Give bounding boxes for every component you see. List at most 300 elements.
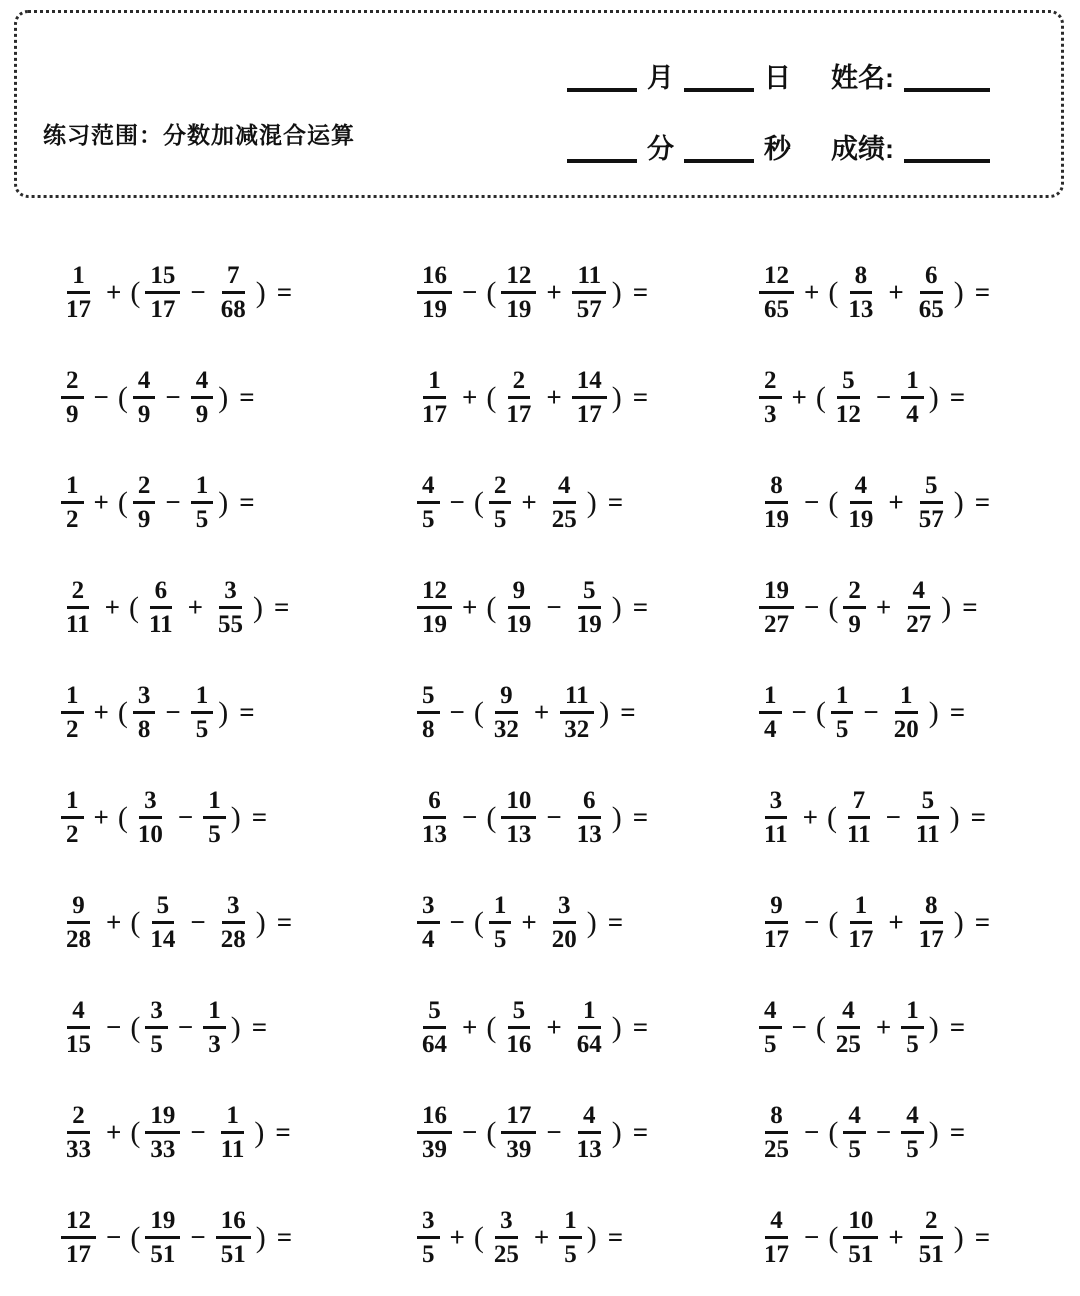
denominator: 4	[764, 716, 777, 743]
math-problem-4	[58, 367, 414, 429]
numerator: 6	[423, 787, 446, 820]
fraction-a	[61, 997, 96, 1059]
math-problem-28	[58, 1207, 414, 1269]
operator-1: −	[106, 1222, 122, 1252]
denominator: 9	[137, 401, 151, 428]
operator-2: −	[875, 1117, 892, 1147]
operator-2: −	[165, 697, 181, 727]
math-problem-3	[756, 262, 990, 324]
denominator: 5	[493, 926, 507, 953]
math-problem-5	[414, 367, 756, 429]
open-paren: (	[117, 380, 128, 414]
close-paren: )	[953, 485, 964, 519]
math-problem-26	[414, 1102, 756, 1164]
math-problem-23	[414, 997, 756, 1059]
operator-2: +	[546, 1012, 562, 1042]
fraction-b	[145, 892, 180, 954]
close-paren: )	[611, 380, 622, 414]
seconds-blank	[684, 137, 754, 163]
operator-2: −	[177, 802, 194, 832]
fraction-c	[914, 1207, 949, 1269]
close-paren: )	[586, 485, 597, 519]
denominator: 17	[66, 296, 91, 323]
operator-1: −	[804, 907, 820, 937]
math-problem-21	[756, 892, 990, 954]
fraction-c	[191, 472, 214, 534]
fraction-c	[911, 787, 945, 849]
fraction-a	[759, 997, 782, 1059]
denominator: 25	[835, 1031, 861, 1058]
open-paren: (	[129, 590, 140, 624]
denominator: 17	[764, 1241, 789, 1268]
math-problem-7	[58, 472, 414, 534]
fraction-b	[831, 682, 854, 744]
fraction-a	[417, 892, 440, 954]
fraction-b	[501, 367, 536, 429]
numerator: 5	[508, 997, 531, 1030]
open-paren: (	[828, 275, 839, 309]
fraction-c	[572, 787, 607, 849]
score-label: 成绩:	[831, 134, 894, 164]
open-paren: (	[815, 695, 826, 729]
denominator: 27	[906, 611, 932, 638]
fraction-c	[216, 892, 251, 954]
denominator: 5	[764, 1031, 777, 1058]
denominator: 5	[835, 716, 849, 743]
denominator: 25	[493, 1241, 519, 1268]
operator-2: −	[190, 907, 206, 937]
math-problem-15	[756, 682, 990, 744]
fraction-b	[831, 997, 866, 1059]
denominator: 17	[66, 1241, 91, 1268]
math-problem-14	[414, 682, 756, 744]
open-paren: (	[828, 1220, 839, 1254]
fraction-b	[842, 787, 876, 849]
math-problem-13	[58, 682, 414, 744]
numerator: 5	[152, 892, 175, 925]
fraction-a	[61, 682, 84, 744]
open-paren: (	[117, 485, 128, 519]
open-paren: (	[117, 800, 128, 834]
numerator: 4	[133, 367, 156, 400]
math-problem-22	[58, 997, 414, 1059]
score-blank	[904, 137, 990, 163]
fraction-c	[914, 472, 949, 534]
denominator: 5	[906, 1136, 919, 1163]
denominator: 5	[848, 1136, 861, 1163]
numerator: 15	[145, 262, 180, 295]
close-paren: )	[255, 905, 266, 939]
numerator: 3	[417, 892, 440, 925]
numerator: 3	[553, 892, 576, 925]
math-problem-29	[414, 1207, 756, 1269]
fraction-c	[216, 262, 251, 324]
practice-scope-label: 练习范围：分数加减混合运算	[43, 122, 355, 148]
fraction-b	[145, 262, 180, 324]
operator-1: −	[804, 1222, 820, 1252]
operator-1: −	[449, 697, 465, 727]
numerator: 10	[501, 787, 536, 820]
denominator: 19	[848, 506, 874, 533]
denominator: 12	[835, 401, 861, 428]
math-problem-25	[58, 1102, 414, 1164]
close-paren: )	[949, 800, 960, 834]
operator-1: +	[106, 907, 122, 937]
open-paren: (	[486, 1115, 497, 1149]
denominator: 27	[764, 611, 789, 638]
fraction-b	[133, 787, 168, 849]
numerator: 3	[417, 1207, 440, 1240]
denominator: 25	[551, 506, 577, 533]
operator-2: −	[875, 382, 892, 412]
operator-2: +	[888, 907, 904, 937]
denominator: 17	[848, 926, 874, 953]
equals-sign: =	[974, 487, 991, 517]
name-label: 姓名:	[831, 63, 894, 93]
close-paren: )	[953, 275, 964, 309]
denominator: 13	[576, 821, 602, 848]
close-paren: )	[611, 1010, 622, 1044]
denominator: 64	[576, 1031, 602, 1058]
denominator: 5	[195, 506, 209, 533]
numerator: 8	[920, 892, 943, 925]
open-paren: (	[828, 905, 839, 939]
fraction-b	[501, 577, 536, 639]
fraction-a	[759, 892, 794, 954]
operator-2: +	[533, 697, 550, 727]
numerator: 2	[133, 472, 156, 505]
operator-2: −	[165, 382, 181, 412]
operator-2: +	[521, 487, 537, 517]
numerator: 2	[759, 367, 782, 400]
operator-2: +	[888, 1222, 904, 1252]
numerator: 10	[843, 1207, 878, 1240]
denominator: 5	[208, 821, 221, 848]
operator-2: −	[546, 802, 562, 832]
numerator: 4	[908, 577, 931, 610]
fraction-c	[889, 682, 924, 744]
fraction-c	[547, 472, 582, 534]
fraction-b	[831, 367, 866, 429]
open-paren: (	[486, 800, 497, 834]
fraction-c	[572, 997, 607, 1059]
equals-sign: =	[239, 382, 255, 412]
equals-sign: =	[276, 907, 293, 937]
close-paren: )	[953, 905, 964, 939]
numerator: 4	[578, 1102, 601, 1135]
denominator: 13	[506, 821, 532, 848]
open-paren: (	[473, 905, 484, 939]
operator-2: −	[863, 697, 879, 727]
fraction-c	[572, 1102, 607, 1164]
operator-1: −	[804, 487, 820, 517]
numerator: 5	[917, 787, 940, 820]
operator-1: +	[791, 382, 807, 412]
equals-sign: =	[632, 382, 649, 412]
fraction-c	[213, 577, 248, 639]
math-problem-1	[58, 262, 414, 324]
month-blank	[567, 66, 637, 92]
fraction-c	[572, 262, 607, 324]
operator-1: −	[462, 1117, 478, 1147]
numerator: 1	[850, 892, 873, 925]
close-paren: )	[218, 485, 229, 519]
fraction-b	[133, 472, 156, 534]
equals-sign: =	[632, 277, 649, 307]
operator-2: −	[546, 1117, 562, 1147]
denominator: 4	[906, 401, 919, 428]
equals-sign: =	[949, 382, 966, 412]
denominator: 3	[764, 401, 777, 428]
operator-1: +	[462, 592, 478, 622]
denominator: 51	[220, 1241, 246, 1268]
denominator: 9	[137, 506, 151, 533]
denominator: 3	[208, 1031, 221, 1058]
equals-sign: =	[962, 592, 978, 622]
denominator: 5	[493, 506, 507, 533]
denominator: 10	[137, 821, 163, 848]
equals-sign: =	[974, 277, 991, 307]
equals-sign: =	[239, 697, 255, 727]
numerator: 3	[765, 787, 788, 820]
equals-sign: =	[607, 487, 624, 517]
fraction-a	[61, 577, 95, 639]
denominator: 55	[218, 611, 244, 638]
close-paren: )	[218, 380, 229, 414]
denominator: 9	[195, 401, 209, 428]
day-blank	[684, 66, 754, 92]
operator-1: −	[106, 1012, 122, 1042]
close-paren: )	[599, 695, 610, 729]
numerator: 16	[216, 1207, 251, 1240]
numerator: 9	[495, 682, 518, 715]
numerator: 4	[67, 997, 90, 1030]
fraction-a	[759, 1102, 794, 1164]
close-paren: )	[586, 1220, 597, 1254]
operator-1: +	[106, 1117, 122, 1147]
numerator: 1	[759, 682, 782, 715]
fraction-b	[145, 997, 168, 1059]
open-paren: (	[130, 1010, 141, 1044]
close-paren: )	[255, 1220, 266, 1254]
fraction-a	[417, 577, 452, 639]
open-paren: (	[130, 275, 141, 309]
denominator: 5	[906, 1031, 919, 1058]
fraction-c	[216, 1102, 250, 1164]
open-paren: (	[130, 1115, 141, 1149]
fraction-b	[843, 1207, 878, 1269]
close-paren: )	[230, 1010, 241, 1044]
month-label: 月	[647, 63, 674, 93]
denominator: 11	[764, 821, 788, 848]
denominator: 9	[848, 611, 861, 638]
fraction-c	[203, 787, 226, 849]
operator-1: +	[104, 592, 121, 622]
numerator: 4	[901, 1102, 924, 1135]
fraction-c	[901, 997, 924, 1059]
numerator: 4	[417, 472, 440, 505]
close-paren: )	[611, 800, 622, 834]
math-problem-11	[414, 577, 756, 639]
numerator: 2	[61, 367, 84, 400]
equals-sign: =	[607, 1222, 624, 1252]
open-paren: (	[473, 1220, 484, 1254]
operator-1: +	[802, 802, 819, 832]
denominator: 20	[893, 716, 919, 743]
fraction-b	[489, 472, 512, 534]
operator-2: +	[521, 907, 537, 937]
open-paren: (	[473, 485, 484, 519]
open-paren: (	[117, 695, 128, 729]
numerator: 19	[145, 1102, 180, 1135]
fraction-b	[843, 472, 878, 534]
denominator: 32	[493, 716, 519, 743]
numerator: 1	[203, 787, 226, 820]
fraction-a	[417, 997, 452, 1059]
denominator: 4	[422, 926, 435, 953]
day-label: 日	[764, 63, 791, 93]
numerator: 7	[848, 787, 871, 820]
seconds-label: 秒	[764, 134, 791, 164]
numerator: 5	[423, 997, 446, 1030]
denominator: 19	[422, 296, 447, 323]
fraction-a	[61, 892, 96, 954]
denominator: 16	[506, 1031, 532, 1058]
operator-1: +	[106, 277, 122, 307]
numerator: 3	[495, 1207, 518, 1240]
fraction-c	[901, 577, 936, 639]
fraction-a	[61, 1102, 96, 1164]
denominator: 28	[220, 926, 246, 953]
fraction-c	[191, 367, 214, 429]
numerator: 12	[61, 1207, 96, 1240]
fraction-b	[843, 262, 878, 324]
equals-sign: =	[632, 802, 649, 832]
fraction-b	[843, 892, 878, 954]
fraction-a	[417, 1102, 452, 1164]
denominator: 5	[422, 506, 435, 533]
denominator: 68	[220, 296, 246, 323]
equals-sign: =	[620, 697, 636, 727]
denominator: 5	[150, 1031, 163, 1058]
operator-2: +	[875, 592, 892, 622]
numerator: 6	[578, 787, 601, 820]
denominator: 57	[576, 296, 602, 323]
math-problem-24	[756, 997, 990, 1059]
close-paren: )	[611, 1115, 622, 1149]
numerator: 1	[831, 682, 854, 715]
denominator: 19	[576, 611, 602, 638]
numerator: 16	[417, 262, 452, 295]
numerator: 4	[553, 472, 576, 505]
close-paren: )	[611, 590, 622, 624]
close-paren: )	[928, 1010, 939, 1044]
operator-1: −	[449, 907, 465, 937]
denominator: 39	[506, 1136, 532, 1163]
operator-2: +	[546, 277, 562, 307]
denominator: 11	[149, 611, 173, 638]
operator-2: −	[190, 1222, 206, 1252]
open-paren: (	[815, 380, 826, 414]
minutes-label: 分	[647, 134, 674, 164]
denominator: 17	[506, 401, 532, 428]
numerator: 1	[203, 997, 226, 1030]
numerator: 1	[61, 682, 84, 715]
equals-sign: =	[239, 487, 255, 517]
operator-2: +	[888, 277, 904, 307]
equals-sign: =	[974, 907, 991, 937]
numerator: 2	[489, 472, 512, 505]
fraction-a	[417, 1207, 440, 1269]
problems-grid	[58, 240, 990, 1290]
fraction-c	[191, 682, 214, 744]
math-problem-10	[58, 577, 414, 639]
math-problem-20	[414, 892, 756, 954]
denominator: 5	[564, 1241, 577, 1268]
math-problem-16	[58, 787, 414, 849]
open-paren: (	[828, 1115, 839, 1149]
numerator: 9	[67, 892, 90, 925]
denominator: 8	[137, 716, 151, 743]
open-paren: (	[486, 590, 497, 624]
numerator: 6	[150, 577, 173, 610]
denominator: 39	[422, 1136, 447, 1163]
fraction-a	[417, 787, 452, 849]
numerator: 4	[191, 367, 214, 400]
fraction-b	[144, 577, 178, 639]
numerator: 1	[61, 787, 84, 820]
equals-sign: =	[276, 1222, 293, 1252]
fraction-b	[145, 1207, 180, 1269]
fraction-a	[417, 367, 452, 429]
operator-1: −	[462, 802, 478, 832]
close-paren: )	[218, 695, 229, 729]
numerator: 4	[759, 997, 782, 1030]
numerator: 3	[139, 787, 162, 820]
numerator: 11	[572, 262, 606, 295]
fraction-c	[572, 577, 607, 639]
operator-1: +	[804, 277, 820, 307]
fraction-b	[843, 577, 866, 639]
equals-sign: =	[632, 592, 649, 622]
fraction-a	[759, 1207, 794, 1269]
denominator: 15	[66, 1031, 91, 1058]
fraction-b	[843, 1102, 866, 1164]
close-paren: )	[586, 905, 597, 939]
open-paren: (	[486, 1010, 497, 1044]
denominator: 5	[422, 1241, 435, 1268]
numerator: 3	[133, 682, 156, 715]
equals-sign: =	[970, 802, 987, 832]
fraction-b	[133, 682, 156, 744]
fraction-b	[501, 1102, 536, 1164]
operator-2: −	[546, 592, 562, 622]
numerator: 2	[920, 1207, 943, 1240]
fraction-a	[61, 367, 84, 429]
fraction-c	[901, 367, 924, 429]
fraction-a	[61, 472, 84, 534]
date-name-line	[557, 65, 990, 92]
numerator: 8	[765, 1102, 788, 1135]
numerator: 6	[920, 262, 943, 295]
operator-1: −	[449, 487, 465, 517]
denominator: 20	[551, 926, 577, 953]
operator-1: −	[804, 1117, 820, 1147]
fraction-a	[759, 787, 793, 849]
denominator: 11	[66, 611, 90, 638]
numerator: 8	[765, 472, 788, 505]
fraction-c	[216, 1207, 251, 1269]
